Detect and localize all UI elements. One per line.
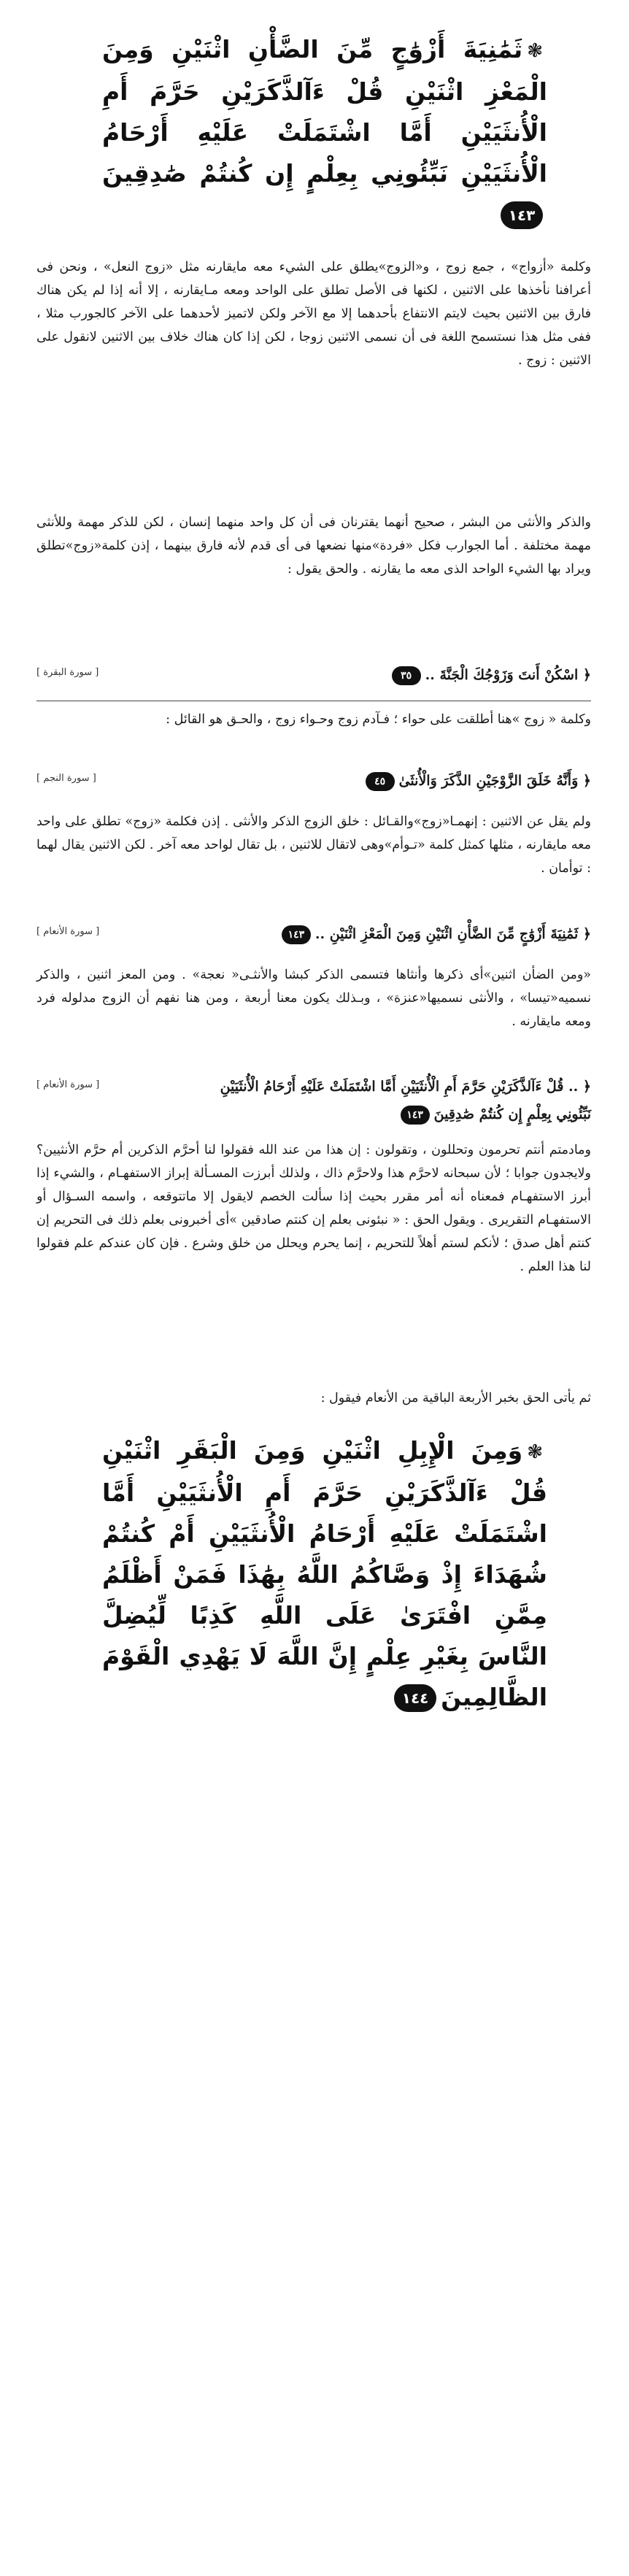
paragraph-daan-maaz: «ومن الضأن اثنين»أى ذكرها وأنثاها فتسمى الذكر كبشا والأنثـى« نعجة» . ومن المعز اثنين ، والذكر نسميه«تيسا» ، والأنثى نسميها«عنزة» ، وبـذلك يكون معنا أربعة ، ومن هنا نفهم أن الزوج مدلوله فرد ومعه مايقارنه .: [36, 968, 591, 1029]
top-verse: [102, 29, 547, 241]
verse-number-badge: ١٤٣: [401, 1106, 430, 1125]
bottom-verse: [102, 1430, 547, 1729]
paragraph-tawam: ولم يقل عن الاثنين : إنهمـا«زوج»والقـائل : خلق الزوج الذكر والأنثى . إذن فكلمة «زوج» تطلق على واحد معه مايقارنه ، مثلها كمثل كلمة «تـوأم»وهى لاتقال للاثنين ، بل تقال لواحد معه آخر . لكن الاثنين يقال لهما : توأمان .: [36, 814, 591, 876]
quote-najm: [36, 766, 591, 795]
verse-text: ثَمَٰنِيَةَ أَزْوَٰجٍ مِّنَ الضَّأْنِ اثْنَيْنِ وَمِنَ الْمَعْزِ اثْنَيْنِ قُلْ ءَآلذَّكَرَيْنِ حَرَّمَ أَمِ الْأُنثَيَيْنِ أَمَّا اشْتَمَلَتْ عَلَيْهِ أَرْحَامُ الْأُنثَيَيْنِ نَبِّئُونِي بِعِلْمٍ إِن كُنتُمْ صَٰدِقِينَ: [102, 35, 547, 188]
paragraph-male-female: والذكر والأنثى من البشر ، صحيح أنهما يقترنان فى أن كل واحد منهما إنسان ، لكن للذكر مهمة وللأنثى مهمة مختلفة . أما الجوارب فكل «فردة»منها نضعها فى أى قدم لأنه فارق بينهما ، إذن كلمة«زوج»تطلق ويراد بها الشيء الواحد الذى معه ما يقارنه . والحق يقول :: [36, 515, 591, 576]
quote-text: ﴿ ثَمَٰنِيَةَ أَزْوَٰجٍ مِّنَ الضَّأْنِ اثْنَيْنِ وَمِنَ الْمَعْزِ اثْنَيْنِ ..: [314, 926, 591, 942]
paragraph-transition: ثم يأتى الحق بخبر الأربعة الباقية من الأنعام فيقول :: [320, 1391, 591, 1405]
surah-reference: [ سورة الأنعام ]: [36, 1079, 100, 1090]
surah-reference: [ سورة النجم ]: [36, 773, 96, 784]
verse-number-badge: ٣٥: [392, 666, 421, 685]
quote-anam-143a: [36, 919, 591, 949]
quote-text: ﴿ اسْكُنْ أَنتَ وَزَوْجُكَ الْجَنَّةَ ..: [425, 667, 591, 683]
paragraph-zawj-hawwa: وكلمة « زوج »هنا أطلقت على حواء ؛ فـآدم زوج وحـواء زوج ، والحـق هو القائل :: [166, 712, 591, 727]
paragraph-zawj-definition: وكلمة «أزواج» ، جمع زوج ، و«الزوج»يطلق على الشيء معه مايقارنه مثل «زوج النعل» ، ونحن فى أعرافنا نأخذها على الاثنين ، لكنها فى الأصل تطلق على الواحد ومعه مـايقارنه ، إلا أنه إذا لم يكن هناك فارق بين الاثنين بحيث لايتم الانتفاع بأحدهما إلا مع الآخر ولكن لاتميز لأحدهما على الآخر كالجورب مثلا ، ففى مثل هذا نستسمح اللغة فى أن نسمى الاثنين زوجا ، لكن إذا كان هناك خلاف بين الاثنين لانقول على الاثنين : زوج .: [36, 260, 591, 368]
verse-text: وَمِنَ الْإِبِلِ اثْنَيْنِ وَمِنَ الْبَقَرِ اثْنَيْنِ قُلْ ءَآلذَّكَرَيْنِ حَرَّمَ أَمِ الْأُنثَيَيْنِ أَمَّا اشْتَمَلَتْ عَلَيْهِ أَرْحَامُ الْأُنثَيَيْنِ أَمْ كُنتُمْ شُهَدَاءَ إِذْ وَصَّاكُمُ اللَّهُ بِهَٰذَا فَمَنْ أَظْلَمُ مِمَّنِ افْتَرَىٰ عَلَى اللَّهِ كَذِبًا لِّيُضِلَّ النَّاسَ بِغَيْرِ عِلْمٍ إِنَّ اللَّهَ لَا يَهْدِي الْقَوْمَ الظَّالِمِينَ: [102, 1436, 547, 1711]
verse-number-badge: ١٤٤: [394, 1684, 436, 1712]
quote-text: ﴿ وَأَنَّهُ خَلَقَ الزَّوْجَيْنِ الذَّكَرَ وَالْأُنثَىٰ: [398, 773, 591, 789]
ornament-icon: ❃: [527, 39, 543, 62]
quote-text: ﴿ .. قُلْ ءَآلذَّكَرَيْنِ حَرَّمَ أَمِ الْأُنثَيَيْنِ أَمَّا اشْتَمَلَتْ عَلَيْهِ أَرْحَامُ الْأُنثَيَيْنِ نَبِّئُونِي بِعِلْمٍ إِن كُنتُمْ صَٰدِقِينَ: [220, 1079, 591, 1122]
quote-baqarah: [36, 660, 591, 690]
verse-number-badge: ٤٥: [366, 772, 395, 791]
surah-reference: [ سورة الأنعام ]: [36, 926, 100, 937]
quote-anam-143b: [36, 1073, 591, 1128]
ornament-icon: ❃: [527, 1441, 543, 1463]
verse-number-badge: ١٤٣: [282, 925, 311, 944]
verse-number-badge: ١٤٣: [501, 201, 543, 229]
surah-reference: [ سورة البقرة ]: [36, 667, 99, 678]
paragraph-istifham: ومادمتم أنتم تحرمون وتحللون ، وتقولون : إن هذا من عند الله فقولوا لنا أحرَّم الذكرين أم حرَّم الأنثيين؟ولايجدون جوابا ؛ لأن سبحانه لاحرَّم هذا ولاحرَّم ذاك ، ولذلك أبرزت المسـألة إبراز الاستفهـام ، والشيء إذا أبرز الاستفهـام فمعناه أنه أمر مقرر بحيث إذا سألت الخصم لايقول إلا ماتتوقعه ، واسمه السـؤال أو الاستفهـام التقريرى . ويقول الحق : « نبئونى بعلم إن كنتم صادقين »أى أخبرونى بعلم ذلك فى التحريم إن كنتم أهل صدق ؛ لأنكم لستم أهلاً للتحريم ، إنما يحرم ويحلل من خلق وشرع . فإن كان عندكم علم فقولوا لنا هذا العلم .: [36, 1143, 591, 1274]
